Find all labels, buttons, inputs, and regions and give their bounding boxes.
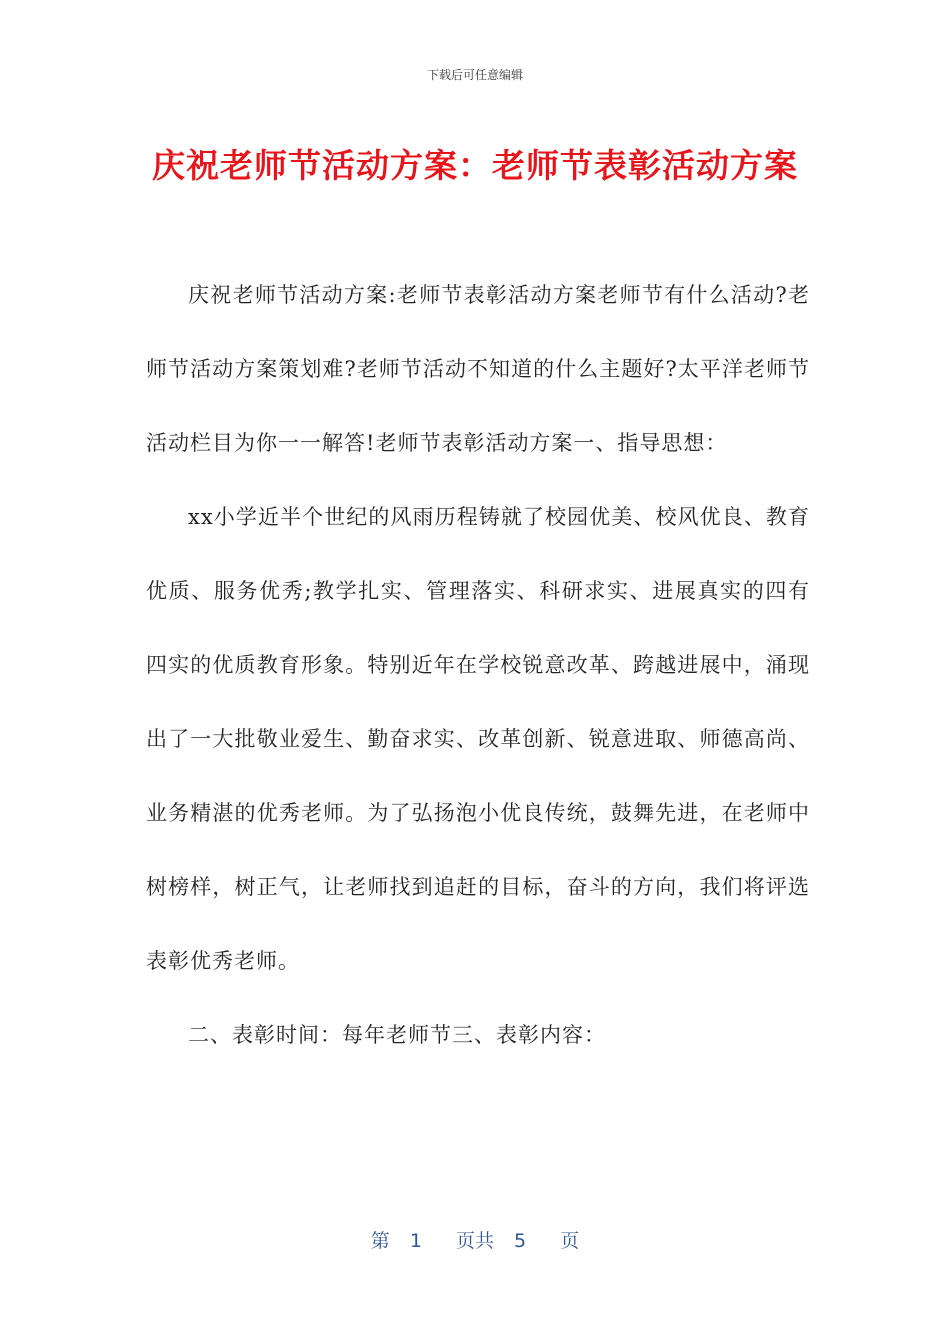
header-note: 下载后可任意编辑 <box>426 68 523 82</box>
footer-middle: 页共 <box>455 1230 494 1252</box>
paragraph: xx小学近半个世纪的风雨历程铸就了校园优美、校风优良、教育优质、服务优秀;教学扎实、管理落实、科研求实、进展真实的四有四实的优质教育形象。特别近年在学校锐意改革、跨越进展中，涌现出了一大批敬业爱生、勤奋求实、改革创新、锐意进取、师德高尚、业务精湛的优秀老师。为了弘扬泡小优良传统，鼓舞先进，在老师中树榜样，树正气，让老师找到追赶的目标，奋斗的方向，我们将评选表彰优秀老师。 <box>146 505 810 973</box>
footer-total-pages: 5 <box>514 1230 527 1252</box>
document-title: 庆祝老师节活动方案：老师节表彰活动方案 <box>152 146 798 185</box>
footer-current-page: 1 <box>409 1230 422 1252</box>
page-footer <box>0 1226 950 1253</box>
paragraph: 二、表彰时间：每年老师节三、表彰内容： <box>188 1023 606 1047</box>
document-body <box>146 258 810 1072</box>
footer-suffix: 页 <box>560 1230 580 1252</box>
paragraph: 庆祝老师节活动方案:老师节表彰活动方案老师节有什么活动?老师节活动方案策划难?老师节活动不知道的什么主题好?太平洋老师节活动栏目为你一一解答!老师节表彰活动方案一、指导思想： <box>146 283 810 455</box>
footer-prefix: 第 <box>370 1230 390 1252</box>
